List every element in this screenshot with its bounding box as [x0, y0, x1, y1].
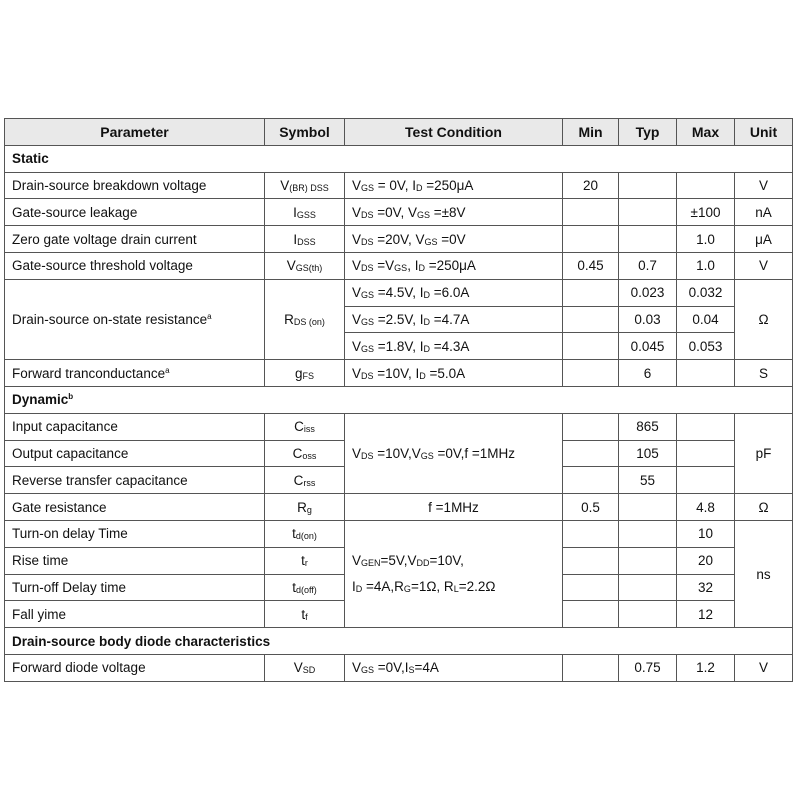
header-parameter: Parameter [5, 119, 265, 146]
typ-cell: 865 [619, 413, 677, 440]
typ-cell: 55 [619, 467, 677, 494]
min-cell [563, 440, 619, 467]
unit-cell: V [735, 654, 793, 681]
max-cell: 0.053 [677, 333, 735, 360]
symbol-cell: $C_{rss}$ [265, 467, 345, 494]
param-cell: Output capacitance [5, 440, 265, 467]
table-row [5, 252, 793, 279]
symbol-cell: $V_{(BR) DSS}$ [265, 172, 345, 199]
symbol-cell: $t_f$ [265, 601, 345, 628]
header-max: Max [677, 119, 735, 146]
typ-cell [619, 520, 677, 547]
typ-cell: 0.75 [619, 654, 677, 681]
condition-cell: $V_{DS} =V_{GS}$, $I_D =250\mu A$ [345, 252, 563, 279]
table-row [5, 654, 793, 681]
footnote-mark: a [165, 365, 170, 375]
unit-cell: ns [735, 520, 793, 627]
table-row [5, 199, 793, 226]
min-cell [563, 601, 619, 628]
header-unit: Unit [735, 119, 793, 146]
param-cell: Zero gate voltage drain current [5, 226, 265, 253]
param-cell: Gate resistance [5, 494, 265, 521]
min-cell [563, 226, 619, 253]
table-row [5, 172, 793, 199]
condition-cell: $V_{GEN}=5V,V_{DD}=10V$, $I_D =4A,R_G=1\Omega$, $R_L=2.2\Omega$ [345, 520, 563, 627]
min-cell [563, 520, 619, 547]
condition-cell: $V_{GS} = 0V$, $I_D =250\mu A$ [345, 172, 563, 199]
typ-cell: 105 [619, 440, 677, 467]
symbol-cell: $t_{d(off)}$ [265, 574, 345, 601]
section-title-dynamic: Dynamic$^b$ [5, 386, 793, 413]
max-cell: 0.04 [677, 306, 735, 333]
param-cell: Input capacitance [5, 413, 265, 440]
min-cell: 20 [563, 172, 619, 199]
symbol-cell: $I_{GSS}$ [265, 199, 345, 226]
unit-cell: Ω [735, 494, 793, 521]
unit-cell: V [735, 252, 793, 279]
table-row [5, 226, 793, 253]
typ-cell [619, 547, 677, 574]
table-row [5, 413, 793, 440]
condition-cell: $V_{GS} =2.5V$, $I_D =4.7A$ [345, 306, 563, 333]
symbol-cell: $t_r$ [265, 547, 345, 574]
max-cell: 32 [677, 574, 735, 601]
section-title-static: Static [5, 145, 793, 172]
condition-cell: f =1MHz [345, 494, 563, 521]
max-cell: 12 [677, 601, 735, 628]
header-typ: Typ [619, 119, 677, 146]
param-cell: Gate-source threshold voltage [5, 252, 265, 279]
condition-cell: $V_{GS} =1.8V$, $I_D =4.3A$ [345, 333, 563, 360]
symbol-cell: $t_{d(on)}$ [265, 520, 345, 547]
unit-cell: V [735, 172, 793, 199]
condition-cell: $V_{DS} =10V,V_{GS} =0V,f =1MHz$ [345, 413, 563, 493]
max-cell: 20 [677, 547, 735, 574]
max-cell [677, 360, 735, 387]
section-row-static [5, 145, 793, 172]
condition-cell: $V_{DS} =10V$, $I_D =5.0A$ [345, 360, 563, 387]
condition-cell: $V_{GS} =4.5V$, $I_D =6.0A$ [345, 279, 563, 306]
min-cell [563, 306, 619, 333]
unit-cell: pF [735, 413, 793, 493]
min-cell [563, 333, 619, 360]
max-cell: 10 [677, 520, 735, 547]
table-row [5, 520, 793, 547]
typ-cell [619, 172, 677, 199]
electrical-characteristics-table [4, 118, 793, 682]
param-cell: Drain-source breakdown voltage [5, 172, 265, 199]
symbol-cell: $R_g$ [265, 494, 345, 521]
min-cell [563, 547, 619, 574]
header-min: Min [563, 119, 619, 146]
condition-cell: $V_{DS} =20V$, $V_{GS} =0V$ [345, 226, 563, 253]
param-cell: Turn-on delay Time [5, 520, 265, 547]
typ-cell [619, 494, 677, 521]
min-cell: 0.45 [563, 252, 619, 279]
symbol-cell: $R_{DS (on)}$ [265, 279, 345, 359]
typ-cell [619, 226, 677, 253]
symbol-cell: $C_{iss}$ [265, 413, 345, 440]
symbol-cell: $I_{DSS}$ [265, 226, 345, 253]
max-cell: 4.8 [677, 494, 735, 521]
min-cell [563, 654, 619, 681]
symbol-cell: $C_{oss}$ [265, 440, 345, 467]
param-cell: Gate-source leakage [5, 199, 265, 226]
footnote-mark: b [68, 392, 74, 402]
typ-cell: 6 [619, 360, 677, 387]
symbol-cell: $V_{SD}$ [265, 654, 345, 681]
condition-cell: $V_{GS} =0V,I_S=4A$ [345, 654, 563, 681]
unit-cell: nA [735, 199, 793, 226]
symbol-cell: $V_{GS(th)}$ [265, 252, 345, 279]
typ-cell: 0.023 [619, 279, 677, 306]
max-cell: ±100 [677, 199, 735, 226]
header-test-condition: Test Condition [345, 119, 563, 146]
typ-cell: 0.7 [619, 252, 677, 279]
section-row-dynamic [5, 386, 793, 413]
table-row [5, 360, 793, 387]
typ-cell [619, 574, 677, 601]
max-cell: 1.0 [677, 226, 735, 253]
min-cell [563, 360, 619, 387]
max-cell [677, 440, 735, 467]
typ-cell [619, 199, 677, 226]
param-cell: Forward tranconductance$^a$ [5, 360, 265, 387]
unit-cell: Ω [735, 279, 793, 359]
typ-cell: 0.045 [619, 333, 677, 360]
max-cell [677, 413, 735, 440]
table-row [5, 279, 793, 306]
min-cell [563, 199, 619, 226]
param-cell: Drain-source on-state resistance$^a$ [5, 279, 265, 359]
condition-cell: $V_{DS} =0V$, $V_{GS} =\pm 8V$ [345, 199, 563, 226]
max-cell [677, 467, 735, 494]
param-cell: Fall yime [5, 601, 265, 628]
max-cell: 1.0 [677, 252, 735, 279]
symbol-cell: $g_{FS}$ [265, 360, 345, 387]
section-row-diode [5, 628, 793, 655]
header-symbol: Symbol [265, 119, 345, 146]
min-cell [563, 279, 619, 306]
typ-cell [619, 601, 677, 628]
footnote-mark: a [207, 311, 212, 321]
max-cell [677, 172, 735, 199]
param-cell: Rise time [5, 547, 265, 574]
max-cell: 0.032 [677, 279, 735, 306]
min-cell: 0.5 [563, 494, 619, 521]
min-cell [563, 574, 619, 601]
table-row [5, 494, 793, 521]
unit-cell: S [735, 360, 793, 387]
section-title-diode: Drain-source body diode characteristics [5, 628, 793, 655]
param-cell: Reverse transfer capacitance [5, 467, 265, 494]
header-row [5, 119, 793, 146]
max-cell: 1.2 [677, 654, 735, 681]
param-cell: Turn-off Delay time [5, 574, 265, 601]
typ-cell: 0.03 [619, 306, 677, 333]
unit-cell: μA [735, 226, 793, 253]
param-cell: Forward diode voltage [5, 654, 265, 681]
min-cell [563, 467, 619, 494]
min-cell [563, 413, 619, 440]
